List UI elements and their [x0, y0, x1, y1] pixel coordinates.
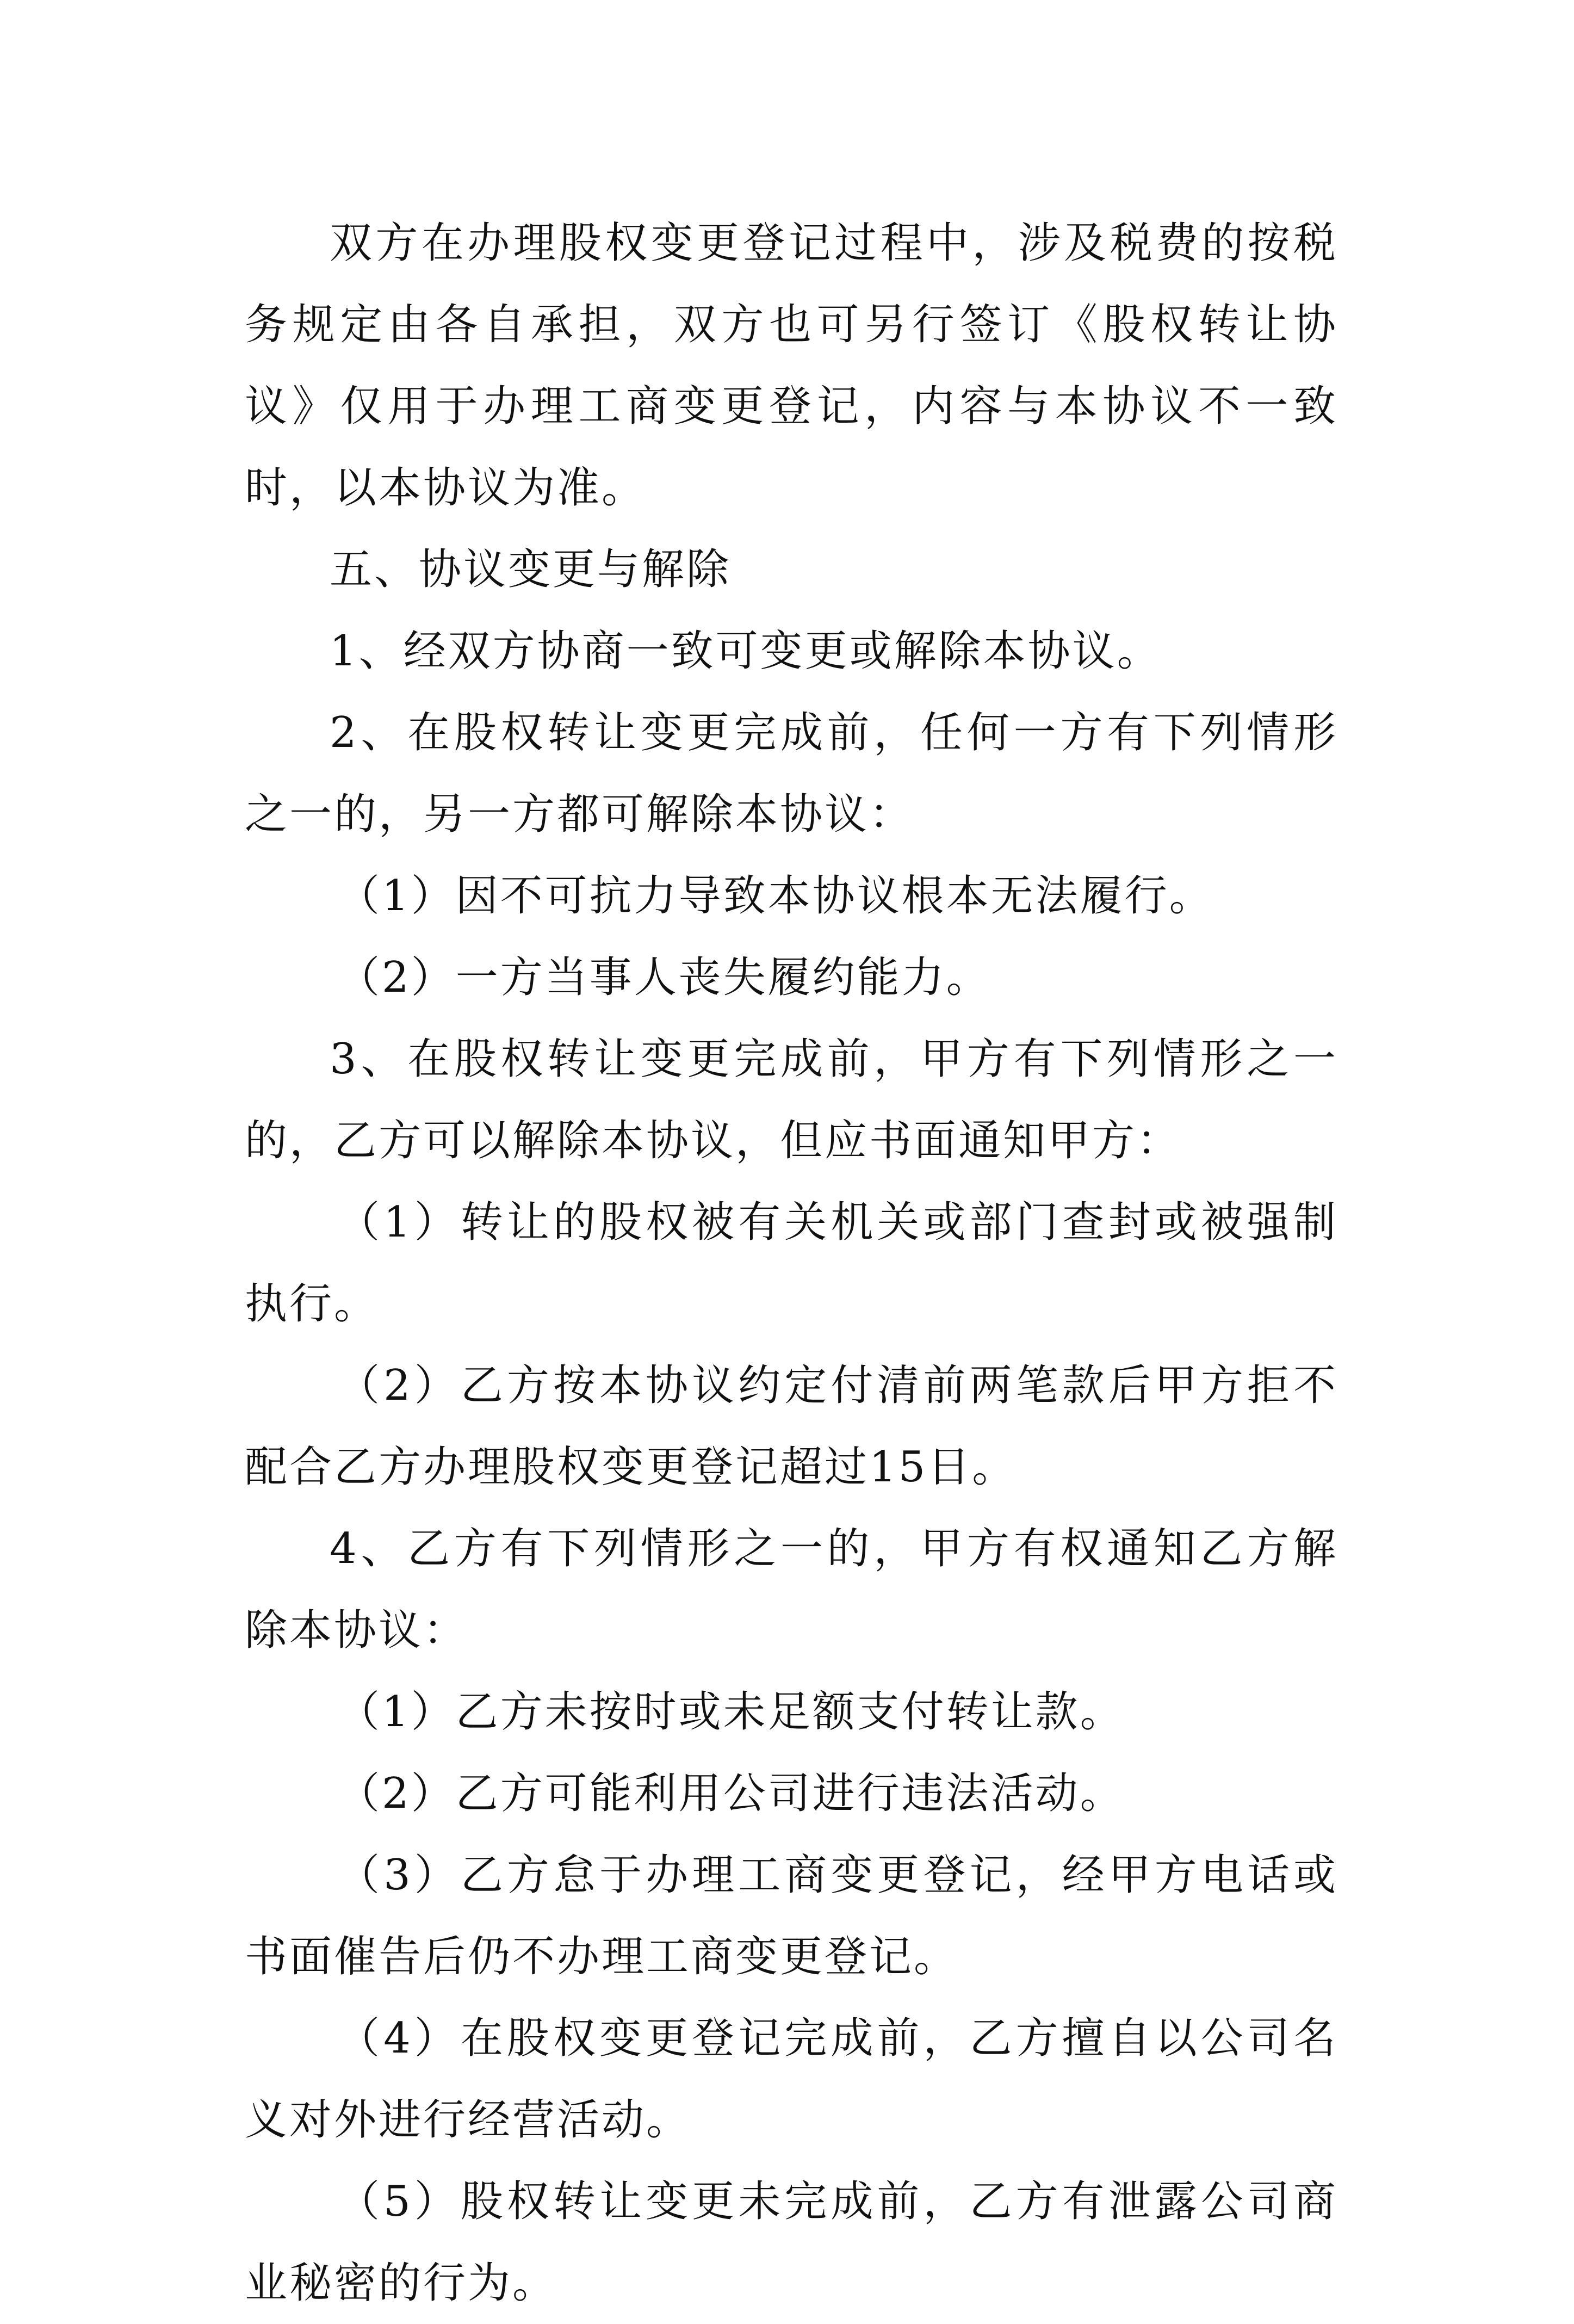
clause-3-item-2: （2）乙方按本协议约定付清前两笔款后甲方拒不配合乙方办理股权变更登记超过15日。 — [245, 1361, 1338, 1492]
clause-4-item-4: （4）在股权变更登记完成前，乙方擅自以公司名义对外进行经营活动。 — [245, 2014, 1338, 2144]
clause-4-item-2: （2）乙方可能利用公司进行违法活动。 — [337, 1769, 1125, 1818]
paragraph-tax-fees: 双方在办理股权变更登记过程中，涉及税费的按税务规定由各自承担，双方也可另行签订《股权转让协议》仅用于办理工商变更登记，内容与本协议不一致时，以本协议为准。 — [245, 219, 1338, 512]
clause-4-item-5: （5）股权转让变更未完成前，乙方有泄露公司商业秘密的行为。 — [245, 2177, 1338, 2308]
clause-2-item-2: （2）一方当事人丧失履约能力。 — [337, 953, 991, 1002]
clause-1: 1、经双方协商一致可变更或解除本协议。 — [330, 627, 1162, 676]
clause-4: 4、乙方有下列情形之一的，甲方有权通知乙方解除本协议： — [245, 1524, 1338, 1655]
clause-2: 2、在股权转让变更完成前，任何一方有下列情形之一的，另一方都可解除本协议： — [245, 708, 1338, 839]
clause-3-item-1: （1）转让的股权被有关机关或部门查封或被强制执行。 — [245, 1198, 1338, 1328]
clause-2-item-1: （1）因不可抗力导致本协议根本无法履行。 — [337, 872, 1214, 920]
clause-3: 3、在股权转让变更完成前，甲方有下列情形之一的，乙方可以解除本协议，但应书面通知甲方： — [245, 1035, 1338, 1165]
clause-4-item-3: （3）乙方怠于办理工商变更登记，经甲方电话或书面催告后仍不办理工商变更登记。 — [245, 1851, 1338, 1981]
document-body — [245, 202, 1338, 2324]
section-heading-amendment-termination: 五、协议变更与解除 — [330, 545, 732, 594]
clause-4-item-1: （1）乙方未按时或未足额支付转让款。 — [337, 1688, 1125, 1736]
